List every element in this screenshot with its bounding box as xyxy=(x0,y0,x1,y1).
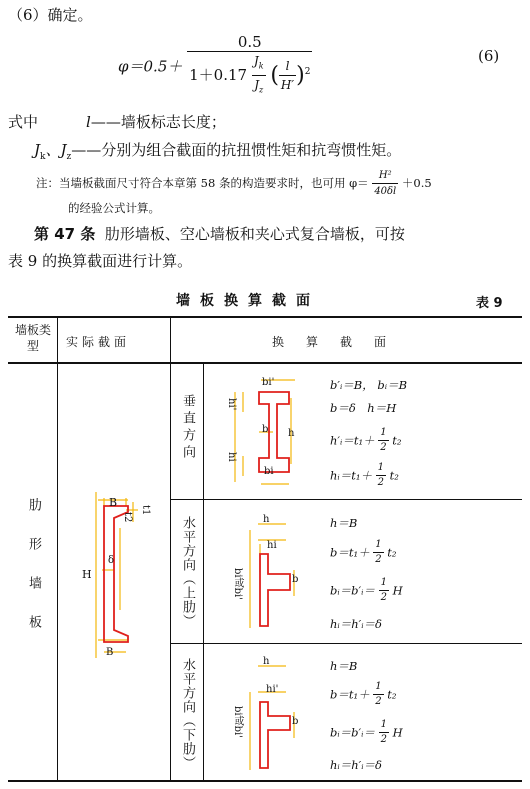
half-num: 1 xyxy=(379,576,389,591)
def-l-text: ——墙板标志长度； xyxy=(90,113,226,131)
dim-t2: t2 xyxy=(122,512,133,523)
l-h-fraction xyxy=(279,57,296,94)
table-bottom-rule xyxy=(8,780,522,782)
half-num: 1 xyxy=(373,680,383,695)
table-row-line-2 xyxy=(170,643,522,644)
row2-eq4: hᵢ＝h′ᵢ＝δ xyxy=(330,617,382,631)
jk-sub: k xyxy=(258,61,264,71)
row3-eq2-a: b＝t₁＋ xyxy=(330,687,370,702)
row1-eq1: b′ᵢ＝B， bᵢ＝B xyxy=(330,378,408,392)
row1-dim-bi: bi xyxy=(264,466,274,477)
row1-dim-b: b xyxy=(262,424,269,435)
row3-eq3-b: H xyxy=(392,725,403,740)
row2-dim-b: b xyxy=(292,574,299,585)
half-den: 2 xyxy=(375,696,382,707)
row1-eq4-b: t₂ xyxy=(389,468,399,483)
table-header-rule xyxy=(8,362,522,364)
row3-dim-bi-or: bi或bi' xyxy=(232,706,243,738)
row1-dim-bi-prime: bi' xyxy=(262,377,275,388)
row3-eq2-b: t₂ xyxy=(387,687,397,702)
row3-direction: 水平方向（下肋） xyxy=(180,658,195,770)
row2-eq3 xyxy=(330,576,403,605)
dim-H: H xyxy=(82,568,92,581)
row1-dim-hi: hi xyxy=(226,452,237,462)
table-number: 表 9 xyxy=(476,296,503,311)
where-label: 式中 xyxy=(8,113,39,131)
jz: J xyxy=(254,78,259,93)
table-top-rule xyxy=(8,316,522,318)
row2-eq2-b: t₂ xyxy=(387,545,397,560)
formula-denominator: 1＋0.17 $\frac{J_k}{J_z}$ ( $\frac{l}{H'}$ )$^2$ xyxy=(187,52,312,100)
row2-eq1: h＝B xyxy=(330,516,358,530)
den-prefix: 1＋0.17 xyxy=(189,65,248,84)
note-fraction xyxy=(372,168,398,199)
def-j-symbol: J xyxy=(34,141,41,159)
jz-sub: z xyxy=(259,85,264,95)
row3-dim-b: b xyxy=(292,716,299,727)
col-header-type: 墙板类型 xyxy=(15,323,52,353)
def-j-mid: 、J xyxy=(45,141,67,159)
intro-text: （6）确定。 xyxy=(8,6,93,24)
jk: J xyxy=(253,54,259,68)
formula-exponent: 2 xyxy=(304,66,311,77)
row3-eq1: h＝B xyxy=(330,659,358,673)
row2-eq2 xyxy=(330,538,397,567)
table-col-line-3 xyxy=(203,364,204,780)
row1-direction: 垂直方向 xyxy=(180,394,195,462)
half-den: 2 xyxy=(380,592,387,603)
article-47-line2: 表 9 的换算截面进行计算。 xyxy=(8,252,193,270)
def-j-sub-k: k xyxy=(40,152,46,162)
article-number: 第 47 条 xyxy=(34,225,96,243)
row1-eq3-b: t₂ xyxy=(392,433,402,448)
def-j-sub-z: z xyxy=(66,152,72,162)
def-j-text: ——分别为组合截面的抗扭惯性矩和抗弯惯性矩。 xyxy=(71,141,402,159)
half-num: 1 xyxy=(378,426,388,441)
table-col-line-2 xyxy=(170,318,171,780)
dim-delta: δ xyxy=(108,555,115,566)
row1-eq3 xyxy=(330,426,401,455)
half-num: 1 xyxy=(373,538,383,553)
half-den: 2 xyxy=(380,442,387,453)
note-den: 40δl xyxy=(374,186,397,197)
def-l-symbol: l xyxy=(86,113,91,131)
dim-B: B xyxy=(109,496,118,509)
formula-lhs: φ＝0.5＋ xyxy=(118,57,183,76)
table-row-line-1 xyxy=(170,499,522,500)
row2-eq3-a: bᵢ＝b′ᵢ＝ xyxy=(330,583,375,598)
note-num: H² xyxy=(372,168,398,184)
row2-eq2-a: b＝t₁＋ xyxy=(330,545,370,560)
row1-dim-hi-prime: hi' xyxy=(226,398,237,411)
formula-number: (6) xyxy=(478,47,500,65)
row1-eq2: b＝δ h＝H xyxy=(330,401,397,415)
col-header-converted: 换算截面 xyxy=(272,335,409,349)
formula-6 xyxy=(118,33,312,95)
row3-eq3 xyxy=(330,718,403,747)
half-num: 1 xyxy=(379,718,389,733)
row1-eq3-a: h′ᵢ＝t₁＋ xyxy=(330,433,375,448)
row2-dim-h: h xyxy=(263,514,270,525)
row2-direction: 水平方向（上肋） xyxy=(180,516,195,628)
formula-numerator: 0.5 xyxy=(187,33,312,52)
row3-dim-hi-prime: hi' xyxy=(266,684,279,695)
jk-jz-fraction xyxy=(252,52,266,100)
note-line1 xyxy=(36,168,432,199)
def-j xyxy=(34,141,401,166)
row3-dim-h: h xyxy=(263,656,270,667)
article-47-line1 xyxy=(34,225,405,243)
article-text-1: 肋形墙板、空心墙板和夹心式复合墙板，可按 xyxy=(104,225,405,243)
wall-type-label: 肋形墙板 xyxy=(26,498,41,654)
row2-eq3-b: H xyxy=(392,583,403,598)
dim-t1: t1 xyxy=(140,505,151,516)
row1-eq4 xyxy=(330,461,399,490)
note-line2: 的经验公式计算。 xyxy=(68,201,160,215)
row1-eq4-a: hᵢ＝t₁＋ xyxy=(330,468,372,483)
row2-dim-hi: hi xyxy=(267,540,277,551)
row3-eq2 xyxy=(330,680,397,709)
formula-fraction xyxy=(187,33,312,100)
frac-l: l xyxy=(279,57,296,76)
row1-dim-h: h xyxy=(288,428,295,439)
half-den: 2 xyxy=(377,477,384,488)
row2-dim-bi-or: bi或bi' xyxy=(232,568,243,600)
dim-B-bottom: B xyxy=(106,647,114,658)
row3-eq4: hᵢ＝h′ᵢ＝δ xyxy=(330,758,382,772)
col-header-actual: 实际截面 xyxy=(66,335,131,349)
table-title: 墙板换算截面 xyxy=(176,293,320,309)
half-den: 2 xyxy=(380,734,387,745)
def-l xyxy=(86,113,226,131)
half-den: 2 xyxy=(375,554,382,565)
row3-eq3-a: bᵢ＝b′ᵢ＝ xyxy=(330,725,375,740)
half-num: 1 xyxy=(376,461,386,476)
table-col-line-1 xyxy=(57,318,58,780)
note-b: ＋0.5 xyxy=(401,176,432,190)
frac-hprime: H′ xyxy=(280,78,295,93)
note-a: 注：当墙板截面尺寸符合本章第 58 条的构造要求时，也可用 φ＝ xyxy=(36,176,369,190)
